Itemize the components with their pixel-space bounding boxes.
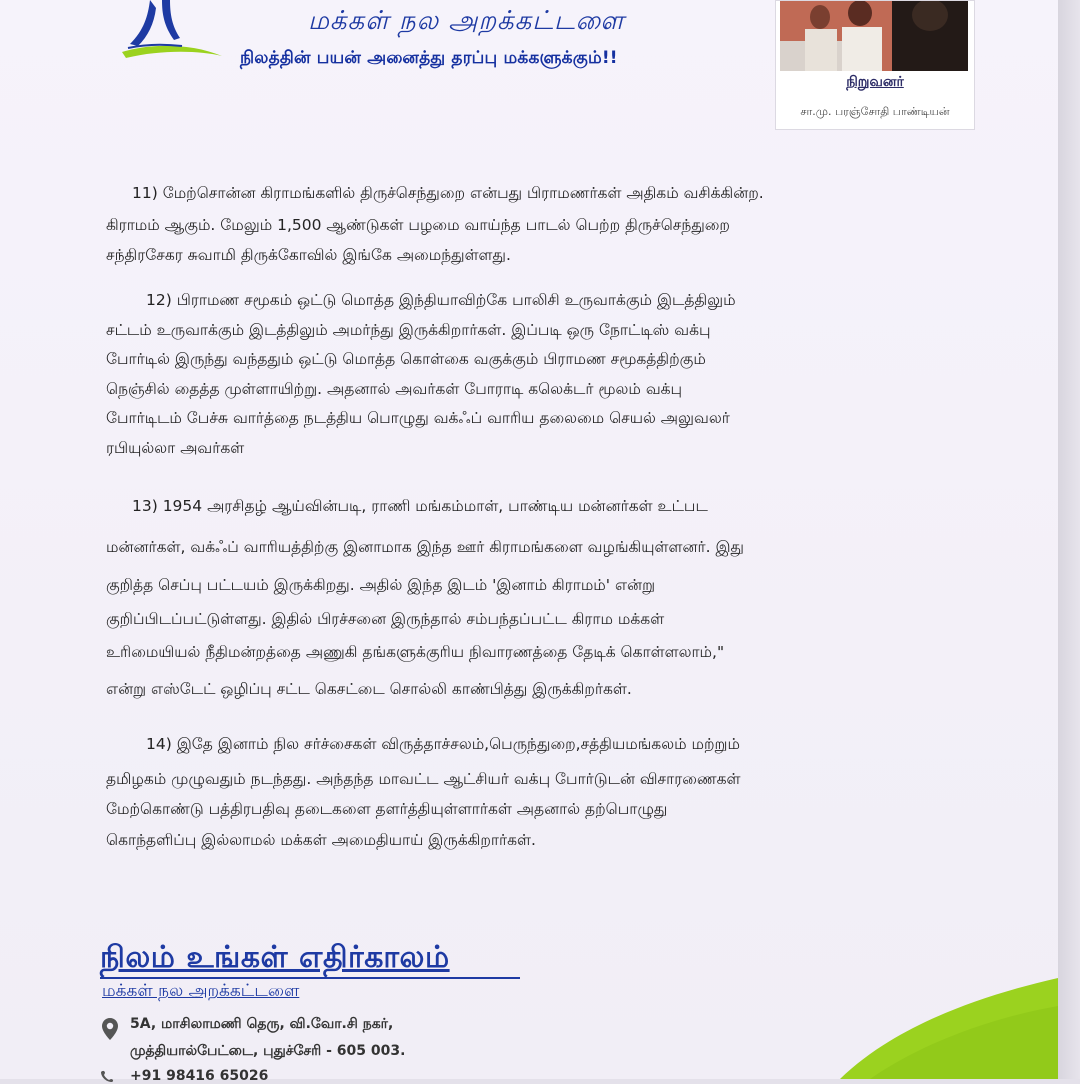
- paragraph-line: என்று எஸ்டேட் ஒழிப்பு சட்ட கெசட்டை சொல்லி காண்பித்து இருக்கிறர்கள்.: [106, 680, 632, 698]
- paragraph-line: ரபியுல்லா அவர்கள்: [106, 439, 245, 457]
- paragraph-line: 12) பிராமண சமூகம் ஒட்டு மொத்த இந்தியாவிற்கே பாலிசி உருவாக்கும் இடத்திலும்: [146, 291, 736, 309]
- tree-logo-icon: [118, 0, 228, 64]
- location-pin-icon: [101, 1017, 119, 1041]
- paragraph-line: குறிப்பிடப்பட்டுள்ளது. இதில் பிரச்சனை இருந்தால் சம்பந்தப்பட்ட கிராம மக்கள்: [106, 610, 665, 628]
- phone-icon: [100, 1070, 114, 1082]
- founder-photo: [780, 1, 968, 71]
- paragraph-line: 13) 1954 அரசிதழ் ஆய்வின்படி, ராணி மங்கம்மாள், பாண்டிய மன்னர்கள் உட்பட: [132, 497, 708, 515]
- address-line-1: 5A, மாசிலாமணி தெரு, வி.வோ.சி நகர்,: [130, 1016, 394, 1032]
- paragraph-line: குறித்த செப்பு பட்டயம் இருக்கிறது. அதில் இந்த இடம் 'இனாம் கிராமம்' என்று: [106, 576, 656, 594]
- paragraph-line: 11) மேற்சொன்ன கிராமங்களில் திருச்செந்துறை என்பது பிராமணர்கள் அதிகம் வசிக்கின்ற.: [132, 184, 764, 202]
- paragraph-line: போர்டிடம் பேச்சு வார்த்தை நடத்திய பொழுது வக்ஃப் வாரிய தலைமை செயல் அலுவலர்: [106, 409, 730, 427]
- paragraph-line: நெஞ்சில் தைத்த முள்ளாயிற்று. அதனால் அவர்கள் போராடி கலெக்டர் மூலம் வக்பு: [106, 380, 683, 398]
- green-leaf-decoration: [800, 970, 1058, 1079]
- footer-title: நிலம் உங்கள் எதிர்காலம்: [100, 940, 450, 975]
- founder-name: சா.மு. பரஞ்சோதி பாண்டியன்: [800, 105, 950, 118]
- founder-photo-image: [780, 1, 968, 71]
- page-edge: [1058, 0, 1080, 1079]
- paragraph-line: சட்டம் உருவாக்கும் இடத்திலும் அமர்ந்து இருக்கிறார்கள். இப்படி ஒரு நோட்டிஸ் வக்பு: [106, 321, 711, 339]
- footer-divider: [100, 977, 520, 979]
- founder-title: நிறுவனர்: [846, 74, 904, 90]
- org-name-script: மக்கள் நல அறக்கட்டளை: [308, 6, 625, 36]
- paragraph-line: போர்டில் இருந்து வந்ததும் ஒட்டு மொத்த கொள்கை வகுக்கும் பிராமண சமூகத்திற்கும்: [106, 350, 706, 368]
- paragraph-line: உரிமையியல் நீதிமன்றத்தை அணுகி தங்களுக்குரிய நிவாரணத்தை தேடிக் கொள்ளலாம்,": [106, 643, 725, 661]
- paragraph-line: மேற்கொண்டு பத்திரபதிவு தடைகளை தளர்த்தியுள்ளார்கள் அதனால் தற்பொழுது: [106, 800, 668, 818]
- phone-number: +91 98416 65026: [130, 1068, 269, 1084]
- address-line-2: முத்தியால்பேட்டை, புதுச்சேரி - 605 003.: [130, 1043, 406, 1059]
- paragraph-line: கொந்தளிப்பு இல்லாமல் மக்கள் அமைதியாய் இருக்கிறார்கள்.: [106, 831, 536, 849]
- footer-subtitle: மக்கள் நல அறக்கட்டளை: [102, 981, 300, 1001]
- tagline: நிலத்தின் பயன் அனைத்து தரப்பு மக்களுக்கும்!!: [240, 48, 618, 68]
- paragraph-line: மன்னர்கள், வக்ஃப் வாரியத்திற்கு இனாமாக இந்த ஊர் கிராமங்களை வழங்கியுள்ளனர். இது: [106, 538, 744, 556]
- founder-card: [775, 0, 975, 130]
- paragraph-line: கிராமம் ஆகும். மேலும் 1,500 ஆண்டுகள் பழமை வாய்ந்த பாடல் பெற்ற திருச்செந்துறை: [106, 216, 730, 234]
- paragraph-line: 14) இதே இனாம் நில சர்ச்சைகள் விருத்தாச்சலம்,பெருந்துறை,சத்தியமங்கலம் மற்றும்: [146, 735, 740, 753]
- paragraph-line: தமிழகம் முழுவதும் நடந்தது. அந்தந்த மாவட்ட ஆட்சியர் வக்பு போர்டுடன் விசாரணைகள்: [106, 770, 741, 788]
- paragraph-line: சந்திரசேகர சுவாமி திருக்கோவில் இங்கே அமைந்துள்ளது.: [106, 246, 511, 264]
